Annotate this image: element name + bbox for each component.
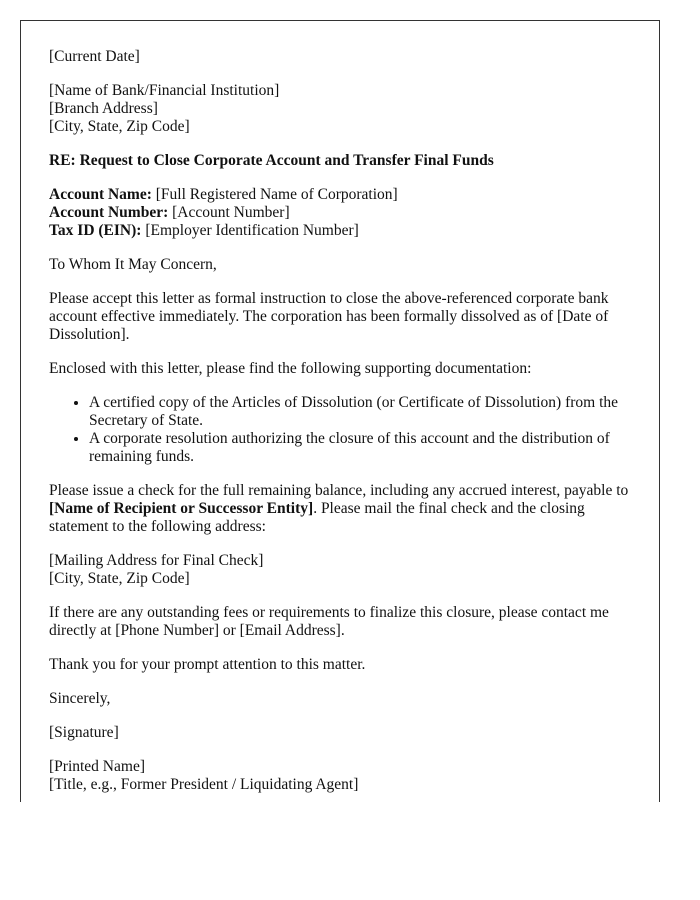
tax-id-label: Tax ID (EIN): <box>49 222 142 239</box>
salutation: To Whom It May Concern, <box>49 256 217 273</box>
recipient-entity: [Name of Recipient or Successor Entity] <box>49 500 314 517</box>
account-number-value: [Account Number] <box>168 204 290 221</box>
signature: [Signature] <box>49 724 119 741</box>
paragraph-2: Enclosed with this letter, please find the following supporting documentation: <box>49 360 532 377</box>
account-number-label: Account Number: <box>49 204 169 221</box>
account-name-value: [Full Registered Name of Corporation] <box>151 186 398 203</box>
account-details <box>49 186 639 240</box>
paragraph-4: If there are any outstanding fees or requirements to finalize this closure, please contact me directly at [Phone Number] or [Email Address]. <box>49 604 609 639</box>
subject-line: RE: Request to Close Corporate Account and Transfer Final Funds <box>49 152 494 169</box>
list-item: • A certified copy of the Articles of Dissolution (or Certificate of Dissolution) from the Secretary of State. <box>89 394 639 430</box>
paragraph-1: Please accept this letter as formal instruction to close the above-referenced corporate bank account effective immediately. The corporation has been formally dissolved as of [Date of Dissolution]. <box>49 290 609 343</box>
date: [Current Date] <box>49 48 140 65</box>
signer-block <box>49 758 639 794</box>
recipient-address <box>49 82 639 136</box>
branch-address: [Branch Address] <box>49 100 158 117</box>
recipient-city: [City, State, Zip Code] <box>49 118 190 135</box>
printed-name: [Printed Name] <box>49 758 145 775</box>
bank-name: [Name of Bank/Financial Institution] <box>49 82 280 99</box>
closing: Sincerely, <box>49 690 111 707</box>
tax-id-value: [Employer Identification Number] <box>141 222 359 239</box>
letter-page <box>20 20 660 802</box>
account-name-label: Account Name: <box>49 186 152 203</box>
mailing-address: [Mailing Address for Final Check] [City, State, Zip Code] <box>49 552 264 587</box>
list-item: • A corporate resolution authorizing the closure of this account and the distribution of remaining funds. <box>89 430 639 466</box>
signer-title: [Title, e.g., Former President / Liquidating Agent] <box>49 776 359 793</box>
enclosure-list <box>49 394 639 466</box>
paragraph-3: Please issue a check for the full remaining balance, including any accrued interest, payable to [Name of Recipient or Successor Entity]. Please mail the final check and the closing statement to the following address: <box>49 482 629 535</box>
paragraph-5: Thank you for your prompt attention to this matter. <box>49 656 366 673</box>
